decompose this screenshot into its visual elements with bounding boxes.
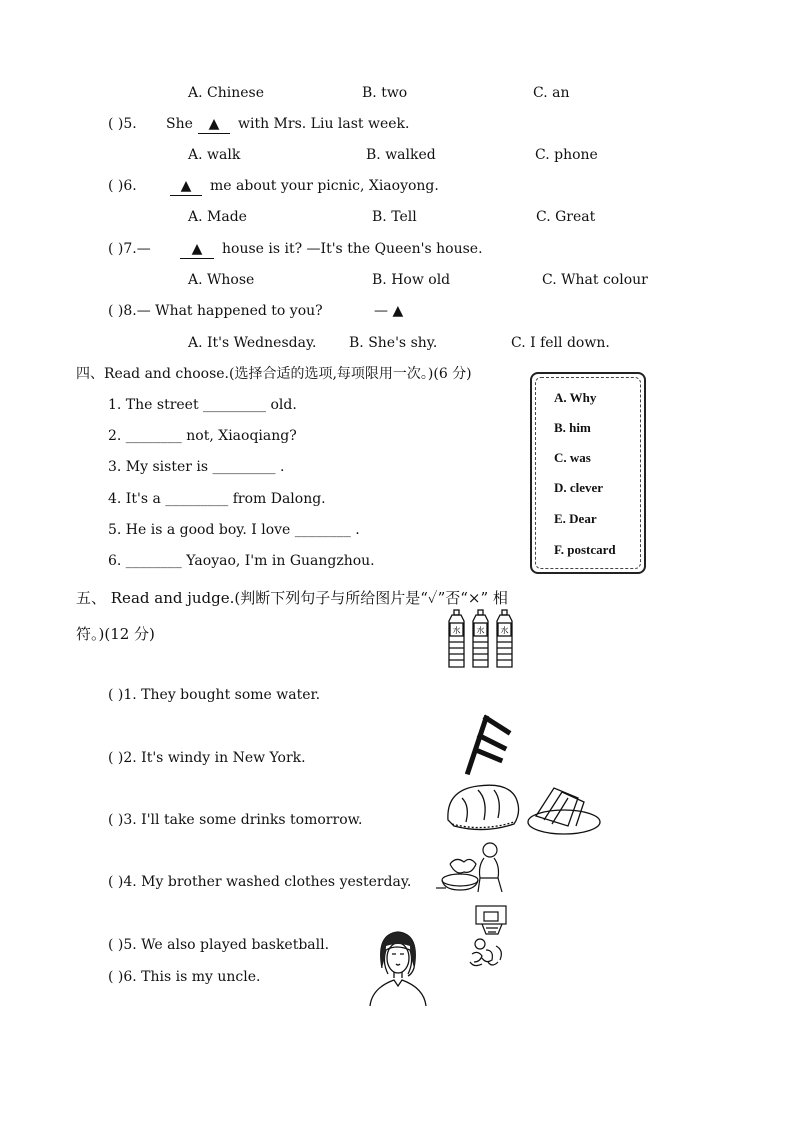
woman-portrait-image: [366, 928, 430, 1008]
q6-option-a: A. Made: [188, 209, 247, 225]
q8-answer: — ▲: [374, 303, 404, 319]
q5-stem2: with Mrs. Liu last week.: [238, 116, 410, 132]
flag-image: [462, 712, 524, 776]
q6-option-b: B. Tell: [372, 209, 417, 225]
s5-item-3: ( )3. I'll take some drinks tomorrow.: [108, 812, 363, 828]
s4-item-4: 4. It's a _________ from Dalong.: [108, 491, 326, 507]
basketball-image: [462, 904, 518, 970]
s5-item-5: ( )5. We also played basketball.: [108, 937, 330, 953]
bottle-label-3: 水: [500, 626, 509, 635]
bottle-label-1: 水: [452, 626, 461, 635]
washing-clothes-image: [436, 838, 508, 896]
q6-stem2: me about your picnic, Xiaoyong.: [210, 178, 439, 194]
q7-option-a: A. Whose: [188, 272, 255, 288]
q5-option-b: B. walked: [366, 147, 436, 163]
word-box-a: A. Why: [554, 390, 597, 405]
q7-option-b: B. How old: [372, 272, 451, 288]
q6-paren: ( )6.: [108, 178, 137, 194]
section4-title: 四、Read and choose.(选择合适的选项,每项限用一次。)(6 分): [76, 366, 472, 382]
s5-item-2: ( )2. It's windy in New York.: [108, 750, 306, 766]
q7-stem2: house is it? —It's the Queen's house.: [222, 241, 483, 257]
word-box-c: C. was: [554, 450, 591, 465]
s5-item-4: ( )4. My brother washed clothes yesterday.: [108, 874, 412, 890]
word-box-d: D. clever: [554, 480, 604, 495]
word-box-f: F. postcard: [554, 542, 616, 557]
q6-blank: ▲: [170, 177, 202, 196]
q5-blank: ▲: [198, 115, 230, 134]
q8-option-a: A. It's Wednesday.: [188, 335, 317, 351]
s4-item-1: 1. The street _________ old.: [108, 397, 297, 413]
word-box: [530, 372, 646, 574]
q4-option-c: C. an: [533, 85, 570, 101]
s4-item-3: 3. My sister is _________ .: [108, 459, 285, 475]
q7-blank: ▲: [180, 240, 214, 259]
q4-option-b: B. two: [362, 85, 408, 101]
q7-option-c: C. What colour: [542, 272, 648, 288]
q4-option-a: A. Chinese: [188, 85, 264, 101]
word-box-b: B. him: [554, 420, 591, 435]
q5-stem1: She: [166, 116, 193, 132]
q8-option-b: B. She's shy.: [349, 335, 438, 351]
bottle-label-2: 水: [476, 626, 485, 635]
q8-stem: ( )8.— What happened to you?: [108, 303, 323, 319]
bread-image: [444, 780, 602, 838]
section5-title-line2: 符。)(12 分): [76, 625, 155, 643]
s4-item-5: 5. He is a good boy. I love ________ .: [108, 522, 360, 538]
s4-item-6: 6. ________ Yaoyao, I'm in Guangzhou.: [108, 553, 375, 569]
q5-option-c: C. phone: [535, 147, 598, 163]
q6-option-c: C. Great: [536, 209, 596, 225]
word-box-e: E. Dear: [554, 511, 597, 526]
water-bottles-image: [444, 608, 520, 670]
s5-item-6: ( )6. This is my uncle.: [108, 969, 261, 985]
section5-title-line1: 五、 Read and judge.(判断下列句子与所给图片是“✓”否“×” 相: [76, 589, 508, 607]
q5-paren: ( )5.: [108, 116, 137, 132]
q8-option-c: C. I fell down.: [511, 335, 610, 351]
s5-item-1: ( )1. They bought some water.: [108, 687, 321, 703]
s4-item-2: 2. ________ not, Xiaoqiang?: [108, 428, 297, 444]
q7-paren: ( )7.—: [108, 241, 151, 257]
q5-option-a: A. walk: [188, 147, 241, 163]
